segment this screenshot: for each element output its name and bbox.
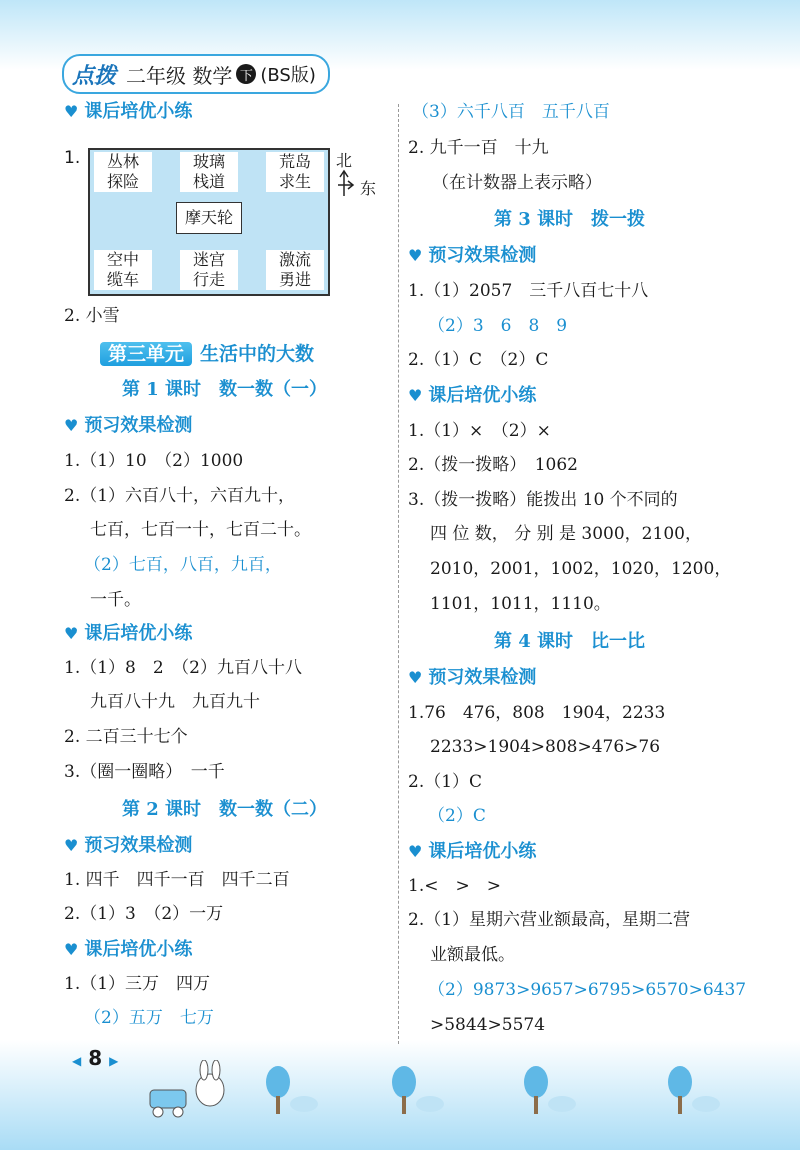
left-triangle-icon: ◀: [72, 1054, 82, 1068]
tree-icon: [262, 1060, 322, 1120]
column-divider: [398, 104, 399, 1044]
answer-line: 业额最低。: [430, 945, 515, 965]
answer-line: 2.（1）C （2）C: [408, 350, 549, 370]
map-cell-island: 荒岛 求生: [266, 152, 324, 192]
unit-badge: 第三单元: [100, 342, 192, 366]
answer-line: 3.（拨一拨略）能拨出 10 个不同的: [408, 490, 678, 510]
heart-icon: ♥: [64, 624, 79, 643]
answer-line: 1.（1）8 2 （2）九百八十八: [64, 658, 302, 678]
answer-line: 2010，2001，1002，1020，1200，: [430, 559, 732, 579]
answer-line: （3）六千八百 五千八百: [412, 102, 610, 122]
volume-badge: 下: [236, 64, 256, 84]
map-cell-jungle: 丛林 探险: [94, 152, 152, 192]
map-cell-cable-car: 空中 缆车: [94, 250, 152, 290]
page-number: ◀ 8 ▶: [72, 1046, 119, 1070]
answer-line: （在计数器上表示略）: [432, 173, 602, 193]
heart-icon: ♥: [408, 246, 423, 265]
answer-line: 2.（1）3 （2）一万: [64, 904, 224, 924]
answer-line: 1.（1）三万 四万: [64, 974, 211, 994]
section-heading: ♥ 课后培优小练: [64, 939, 193, 960]
lesson-heading: 第 4 课时 比一比: [494, 631, 646, 652]
map-cell-ferris-wheel: 摩天轮: [176, 202, 242, 234]
answer-line: 1.76 476，808 1904，2233: [408, 703, 666, 723]
heart-icon: ♥: [64, 416, 79, 435]
answer-line: （2）五万 七万: [84, 1008, 214, 1028]
answer-line: 2. 小雪: [64, 306, 120, 326]
right-triangle-icon: ▶: [109, 1054, 119, 1068]
map-cell-rapids: 激流 勇进: [266, 250, 324, 290]
answer-line: >5844>5574: [430, 1015, 546, 1035]
answer-line: 2. 二百三十七个: [64, 727, 188, 747]
map-cell-maze: 迷宫 行走: [180, 250, 238, 290]
answer-line: 2.（1）C: [408, 772, 483, 792]
heart-icon: ♥: [64, 102, 79, 121]
answer-line: 1.（1）2057 三千八百七十八: [408, 281, 649, 301]
book-header: [62, 54, 330, 94]
answer-line: 一千。: [90, 590, 141, 610]
lesson-heading: 第 3 课时 拨一拨: [494, 209, 646, 230]
section-heading: ♥ 课后培优小练: [64, 101, 193, 122]
section-heading: ♥ 预习效果检测: [408, 245, 537, 266]
heart-icon: ♥: [408, 386, 423, 405]
answer-line: （2）9873>9657>6795>6570>6437: [428, 980, 747, 1000]
answer-line: （2）七百，八百，九百，: [84, 555, 282, 575]
answer-line: 七百，七百一十，七百二十。: [90, 520, 311, 540]
answer-line: （2）C: [428, 806, 486, 826]
answer-line: 1.< > >: [408, 876, 501, 896]
compass-north: 北: [336, 151, 353, 170]
answer-line: 1. 四千 四千一百 四千二百: [64, 870, 290, 890]
answer-line: 2233>1904>808>476>76: [430, 737, 661, 757]
answer-line: 2.（1）星期六营业额最高，星期二营: [408, 910, 691, 930]
map-cell-glass-walkway: 玻璃 栈道: [180, 152, 238, 192]
answer-line: 1101，1011，1110。: [430, 594, 611, 614]
answer-line: 四 位 数， 分 别 是 3000，2100，: [430, 524, 702, 544]
question-number: 1.: [64, 148, 81, 168]
section-heading: ♥ 预习效果检测: [408, 667, 537, 688]
compass-east: 东: [360, 179, 377, 198]
answer-line: 1.（1）10 （2）1000: [64, 451, 244, 471]
heart-icon: ♥: [64, 940, 79, 959]
section-heading: ♥ 课后培优小练: [408, 385, 537, 406]
tree-icon: [664, 1060, 724, 1120]
answer-line: 3.（圈一圈略） 一千: [64, 762, 225, 782]
bunny-cart-icon: [140, 1060, 240, 1120]
heart-icon: ♥: [64, 836, 79, 855]
park-map: [88, 148, 330, 296]
book-version: (BS版): [260, 65, 316, 86]
lesson-heading: 第 2 课时 数一数（二）: [122, 799, 328, 820]
book-logo: 点拨: [72, 62, 117, 89]
tree-icon: [388, 1060, 448, 1120]
answer-line: 2. 九千一百 十九: [408, 138, 549, 158]
lesson-heading: 第 1 课时 数一数（一）: [122, 379, 328, 400]
book-title: 二年级 数学: [126, 63, 233, 88]
answer-line: 2.（拨一拨略） 1062: [408, 455, 578, 475]
section-heading: ♥ 预习效果检测: [64, 415, 193, 436]
answer-line: （2）3 6 8 9: [428, 316, 568, 336]
answer-line: 2.（1）六百八十，六百九十，: [64, 486, 296, 506]
heart-icon: ♥: [408, 842, 423, 861]
unit-title: 生活中的大数: [200, 343, 315, 365]
tree-icon: [520, 1060, 580, 1120]
answer-line: 九百八十九 九百九十: [90, 692, 260, 712]
section-heading: ♥ 课后培优小练: [408, 841, 537, 862]
heart-icon: ♥: [408, 668, 423, 687]
section-heading: ♥ 预习效果检测: [64, 835, 193, 856]
section-heading: ♥ 课后培优小练: [64, 623, 193, 644]
unit-heading: [100, 342, 314, 366]
answer-line: 1.（1）× （2）×: [408, 421, 551, 441]
